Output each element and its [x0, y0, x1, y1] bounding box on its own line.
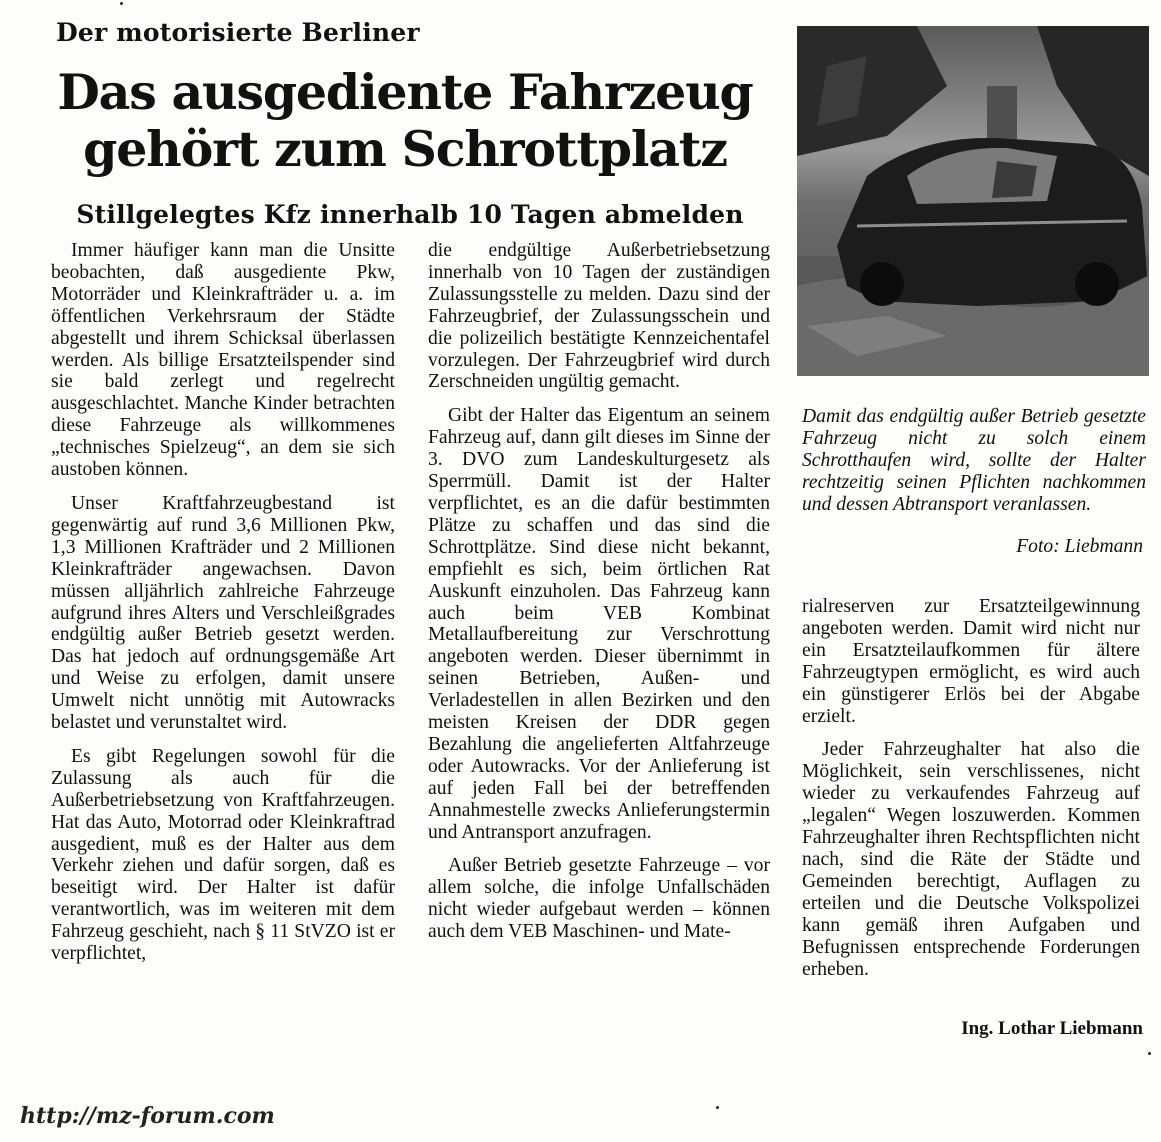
column-2	[428, 240, 770, 955]
paragraph: rialreserven zur Ersatzteilgewinnung angeboten werden. Damit wird nicht nur ein Ersatzteilaufkommen für ältere Fahrzeugtypen ermöglicht, es wird auch ein günstigerer Erlös bei der Abgabe erzielt.	[802, 596, 1140, 727]
print-speck	[120, 2, 123, 5]
print-speck	[1148, 1052, 1151, 1055]
headline-line-2: gehört zum Schrottplatz	[83, 120, 727, 178]
wrecked-car-photo	[797, 26, 1149, 376]
print-speck	[716, 1106, 719, 1109]
author-byline: Ing. Lothar Liebmann	[961, 1018, 1143, 1039]
paragraph: Jeder Fahrzeughalter hat also die Möglichkeit, sein verschlissenes, nicht wieder zu verkaufendes Fahrzeug auf „legalen“ Wegen loszuwerden. Kommen Fahrzeughalter ihren Rechtspflichten nicht nach, sind die Räte der Städte und Gemeinden berechtigt, Auflagen zu erteilen und die Deutsche Volkspolizei kann gemäß ihren Aufgaben und Befugnissen entsprechende Forderungen erheben.	[802, 739, 1140, 980]
column-1	[51, 240, 395, 977]
photo-caption: Damit das endgültig außer Betrieb gesetzte Fahrzeug nicht zu solch einem Schrotthaufen wird, sollte der Halter rechtzeitig seinen Pflichten nachkommen und dessen Abtransport veranlassen.	[802, 406, 1146, 515]
watermark: http://mz-forum.com	[20, 1103, 275, 1129]
photo-credit: Foto: Liebmann	[1016, 536, 1143, 557]
paragraph: Gibt der Halter das Eigentum an seinem Fahrzeug auf, dann gilt dieses im Sinne der 3. DVO zum Landeskulturgesetz als Sperrmüll. Damit ist der Halter verpflichtet, es an die dafür bestimmten Plätze zu schaffen und das sind die Schrottplätze. Sind diese nicht bekannt, empfiehlt es sich, beim örtlichen Rat Auskunft einzuholen. Das Fahrzeug kann auch beim VEB Kombinat Metallaufbereitung zur Verschrottung angeboten werden. Dieser übernimmt in seinen Betrieben, Außen- und Verladestellen in allen Bezirken und den meisten Kreisen der DDR gegen Bezahlung die angelieferten Altfahrzeuge oder Autowracks. Vor der Anlieferung ist auf jeden Fall bei der betreffenden Annahmestelle zwecks Anlieferungstermin und Antransport anzufragen.	[428, 405, 770, 843]
paragraph: Unser Kraftfahrzeugbestand ist gegenwärtig auf rund 3,6 Millionen Pkw, 1,3 Millionen Krafträder und 2 Millionen Kleinkrafträder angewachsen. Davon müssen alljährlich zahlreiche Fahrzeuge aufgrund ihres Alters und Verschleißgrades endgültig außer Betrieb gesetzt werden. Das hat jedoch auf ordnungsgemäße Art und Weise zu erfolgen, damit unsere Umwelt nicht unnötig mit Autowracks belastet und verunstaltet wird.	[51, 492, 395, 734]
column-3	[802, 596, 1140, 992]
paragraph: die endgültige Außerbetriebsetzung innerhalb von 10 Tagen der zuständigen Zulassungsstelle zu melden. Dazu sind der Fahrzeugbrief, der Zulassungsschein und die polizeilich bestätigte Kennzeichentafel vorzulegen. Der Fahrzeugbrief wird durch Zerschneiden ungültig gemacht.	[428, 240, 770, 393]
photo-image	[797, 26, 1149, 376]
paragraph: Es gibt Regelungen sowohl für die Zulassung als auch für die Außerbetriebsetzung von Kraftfahrzeugen. Hat das Auto, Motorrad oder Kleinkraftrad ausgedient, muß es der Halter aus dem Verkehr ziehen und dafür sorgen, daß es beseitigt wird. Der Halter ist dafür verantwortlich, was im weiteren mit dem Fahrzeug geschieht, nach § 11 StVZO ist er verpflichtet,	[51, 745, 395, 965]
headline	[40, 64, 770, 178]
paragraph: Außer Betrieb gesetzte Fahrzeuge – vor allem solche, die infolge Unfallschäden nicht wieder aufgebaut werden – können auch dem VEB Maschinen- und Mate-	[428, 855, 770, 943]
subheadline: Stillgelegtes Kfz innerhalb 10 Tagen abmelden	[76, 200, 744, 229]
headline-line-1: Das ausgediente Fahrzeug	[57, 63, 753, 121]
kicker: Der motorisierte Berliner	[56, 18, 420, 47]
paragraph: Immer häufiger kann man die Unsitte beobachten, daß ausgediente Pkw, Motorräder und Kleinkrafträder u. a. im öffentlichen Verkehrsraum der Städte abgestellt und ihrem Schicksal überlassen werden. Als billige Ersatzteilspender sind sie bald zerlegt und regelrecht ausgeschlachtet. Manche Kinder betrachten diese Fahrzeuge als willkommenes „technisches Spielzeug“, an dem sie sich austoben können.	[51, 240, 395, 481]
